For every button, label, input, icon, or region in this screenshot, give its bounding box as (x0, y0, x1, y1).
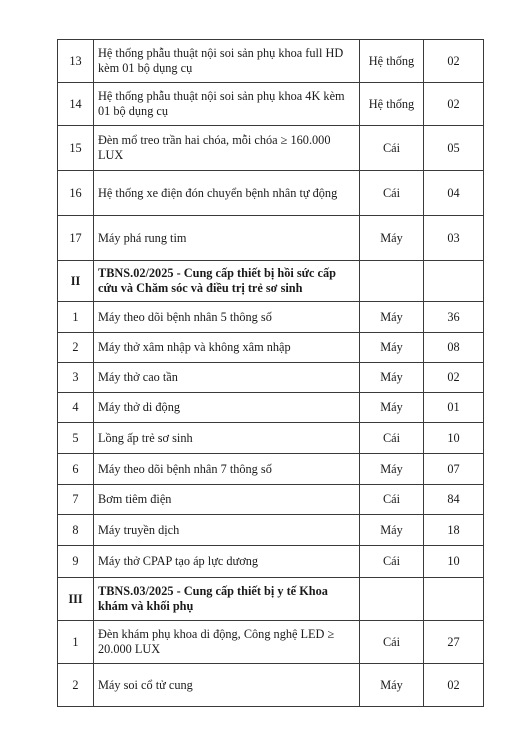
table-row (58, 485, 484, 515)
item-quantity: 02 (424, 363, 484, 393)
item-unit: Máy (360, 302, 424, 333)
row-number: 7 (58, 485, 94, 515)
item-name: Máy theo dõi bệnh nhân 5 thông số (94, 302, 360, 333)
item-quantity: 84 (424, 485, 484, 515)
item-name: TBNS.03/2025 - Cung cấp thiết bị y tế Khoa khám và khối phụ (94, 578, 360, 621)
row-number: 16 (58, 171, 94, 216)
item-quantity (424, 261, 484, 302)
item-quantity: 02 (424, 83, 484, 126)
table-row (58, 423, 484, 454)
table-row (58, 171, 484, 216)
item-name: Máy thở xâm nhập và không xâm nhập (94, 333, 360, 363)
item-quantity (424, 578, 484, 621)
table-row (58, 126, 484, 171)
item-name: Bơm tiêm điện (94, 485, 360, 515)
item-name: Máy thở cao tần (94, 363, 360, 393)
row-number: 4 (58, 393, 94, 423)
item-name: Đèn mổ treo trần hai chóa, mỗi chóa ≥ 160.000 LUX (94, 126, 360, 171)
item-unit: Máy (360, 363, 424, 393)
item-quantity: 18 (424, 515, 484, 546)
item-name: Hệ thống phẫu thuật nội soi sản phụ khoa full HD kèm 01 bộ dụng cụ (94, 40, 360, 83)
item-unit: Cái (360, 485, 424, 515)
item-name: Máy theo dõi bệnh nhân 7 thông số (94, 454, 360, 485)
table-row (58, 664, 484, 707)
item-unit: Máy (360, 454, 424, 485)
row-number: 2 (58, 333, 94, 363)
table-row (58, 83, 484, 126)
item-unit: Máy (360, 664, 424, 707)
item-unit: Hệ thống (360, 83, 424, 126)
row-number: 9 (58, 546, 94, 578)
item-quantity: 36 (424, 302, 484, 333)
table-row (58, 333, 484, 363)
item-unit: Máy (360, 333, 424, 363)
row-number: 8 (58, 515, 94, 546)
item-unit: Cái (360, 171, 424, 216)
item-name: Hệ thống phẫu thuật nội soi sản phụ khoa 4K kèm 01 bộ dụng cụ (94, 83, 360, 126)
table-row (58, 454, 484, 485)
item-name: Máy truyền dịch (94, 515, 360, 546)
item-quantity: 03 (424, 216, 484, 261)
item-quantity: 02 (424, 664, 484, 707)
item-name: Lồng ấp trẻ sơ sinh (94, 423, 360, 454)
row-number: II (58, 261, 94, 302)
item-name: Máy thở CPAP tạo áp lực dương (94, 546, 360, 578)
item-quantity: 05 (424, 126, 484, 171)
item-name: TBNS.02/2025 - Cung cấp thiết bị hồi sức cấp cứu và Chăm sóc và điều trị trẻ sơ sinh (94, 261, 360, 302)
item-name: Đèn khám phụ khoa di động, Công nghệ LED ≥ 20.000 LUX (94, 621, 360, 664)
item-unit: Cái (360, 546, 424, 578)
item-quantity: 10 (424, 546, 484, 578)
item-unit: Máy (360, 216, 424, 261)
row-number: 14 (58, 83, 94, 126)
item-quantity: 01 (424, 393, 484, 423)
row-number: III (58, 578, 94, 621)
row-number: 15 (58, 126, 94, 171)
item-name: Hệ thống xe điện đón chuyển bệnh nhân tự động (94, 171, 360, 216)
row-number: 1 (58, 621, 94, 664)
table-row (58, 216, 484, 261)
item-unit (360, 261, 424, 302)
table-row (58, 546, 484, 578)
row-number: 1 (58, 302, 94, 333)
item-unit: Máy (360, 515, 424, 546)
table-row (58, 40, 484, 83)
table-row (58, 363, 484, 393)
item-quantity: 08 (424, 333, 484, 363)
item-quantity: 10 (424, 423, 484, 454)
section-row (58, 578, 484, 621)
table-row (58, 393, 484, 423)
equipment-table (57, 39, 484, 707)
item-name: Máy soi cổ tử cung (94, 664, 360, 707)
row-number: 2 (58, 664, 94, 707)
row-number: 3 (58, 363, 94, 393)
table-row (58, 302, 484, 333)
section-row (58, 261, 484, 302)
item-name: Máy thở di động (94, 393, 360, 423)
item-unit: Cái (360, 126, 424, 171)
row-number: 17 (58, 216, 94, 261)
item-unit: Máy (360, 393, 424, 423)
table-row (58, 621, 484, 664)
item-quantity: 04 (424, 171, 484, 216)
row-number: 5 (58, 423, 94, 454)
item-name: Máy phá rung tim (94, 216, 360, 261)
item-quantity: 02 (424, 40, 484, 83)
item-quantity: 07 (424, 454, 484, 485)
table-row (58, 515, 484, 546)
row-number: 6 (58, 454, 94, 485)
item-unit: Hệ thống (360, 40, 424, 83)
item-unit (360, 578, 424, 621)
item-quantity: 27 (424, 621, 484, 664)
row-number: 13 (58, 40, 94, 83)
item-unit: Cái (360, 423, 424, 454)
item-unit: Cái (360, 621, 424, 664)
